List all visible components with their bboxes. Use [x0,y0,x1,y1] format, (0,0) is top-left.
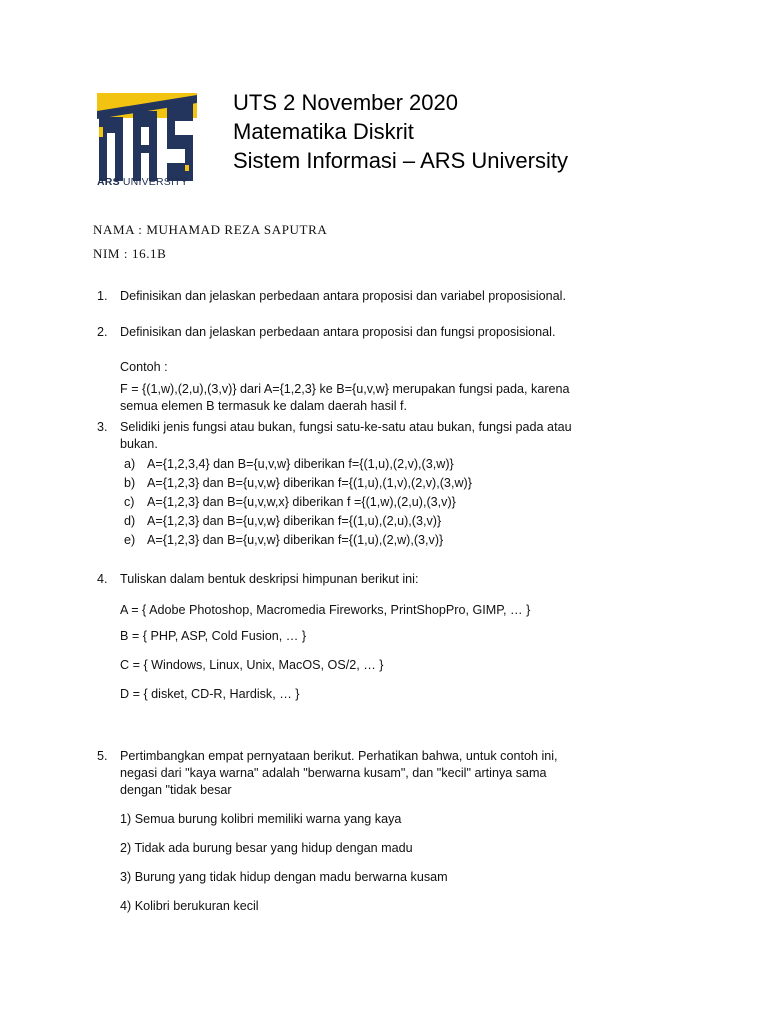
statement: 2) Tidak ada burung besar yang hidup dengan madu [120,841,413,855]
statement: 4) Kolibri berukuran kecil [120,899,259,913]
program-title: Sistem Informasi – ARS University [233,148,568,173]
example-label: Contoh : [120,360,168,374]
question-text-continued: bukan. [120,437,158,451]
question-text: Pertimbangkan empat pernyataan berikut. Perhatikan bahwa, untuk contoh ini, [120,749,558,763]
set-definition: C = { Windows, Linux, Unix, MacOS, OS/2, … } [120,658,384,672]
exam-title: UTS 2 November 2020 [233,90,458,115]
item-letter: c) [124,495,135,509]
example-line: semua elemen B termasuk ke dalam daerah hasil f. [120,399,407,413]
item-letter: e) [124,533,136,547]
question-number: 3. [97,420,108,434]
set-definition: D = { disket, CD-R, Hardisk, … } [120,687,300,701]
statement: 3) Burung yang tidak hidup dengan madu berwarna kusam [120,870,448,884]
set-definition: B = { PHP, ASP, Cold Fusion, … } [120,629,307,643]
question-text-continued: dengan "tidak besar [120,783,232,797]
question-text: Tuliskan dalam bentuk deskripsi himpunan berikut ini: [120,572,419,586]
item-text: A={1,2,3,4} dan B={u,v,w} diberikan f={(1,u),(2,v),(3,w)} [147,457,454,471]
question-number: 1. [97,289,108,303]
document-header [233,88,568,175]
question-number: 4. [97,572,108,586]
item-text: A={1,2,3} dan B={u,v,w} diberikan f={(1,u),(2,w),(3,v)} [147,533,444,547]
item-text: A={1,2,3} dan B={u,v,w} diberikan f={(1,u),(2,u),(3,v)} [147,514,442,528]
question-text-continued: negasi dari "kaya warna" adalah "berwarna kusam", dan "kecil" artinya sama [120,766,547,780]
question-text: Selidiki jenis fungsi atau bukan, fungsi satu-ke-satu atau bukan, fungsi pada atau [120,420,572,434]
item-text: A={1,2,3} dan B={u,v,w,x} diberikan f ={(1,w),(2,u),(3,v)} [147,495,456,509]
item-letter: b) [124,476,136,490]
question-number: 5. [97,749,108,763]
example-line: F = {(1,w),(2,u),(3,v)} dari A={1,2,3} ke B={u,v,w} merupakan fungsi pada, karena [120,382,570,396]
question-text: Definisikan dan jelaskan perbedaan antara proposisi dan variabel proposisional. [120,289,566,303]
student-nim: NIM : 16.1B [93,246,167,261]
set-definition: A = { Adobe Photoshop, Macromedia Fireworks, PrintShopPro, GIMP, … } [120,603,531,617]
statement: 1) Semua burung kolibri memiliki warna yang kaya [120,812,402,826]
student-name: NAMA : MUHAMAD REZA SAPUTRA [93,222,328,237]
item-text: A={1,2,3} dan B={u,v,w} diberikan f={(1,u),(1,v),(2,v),(3,w)} [147,476,472,490]
question-number: 2. [97,325,108,339]
question-text: Definisikan dan jelaskan perbedaan antara proposisi dan fungsi proposisional. [120,325,556,339]
logo-caption: ARS UNIVERSITY [97,176,188,188]
course-title: Matematika Diskrit [233,119,414,144]
item-letter: d) [124,514,136,528]
ars-university-logo [97,86,197,190]
item-letter: a) [124,457,136,471]
